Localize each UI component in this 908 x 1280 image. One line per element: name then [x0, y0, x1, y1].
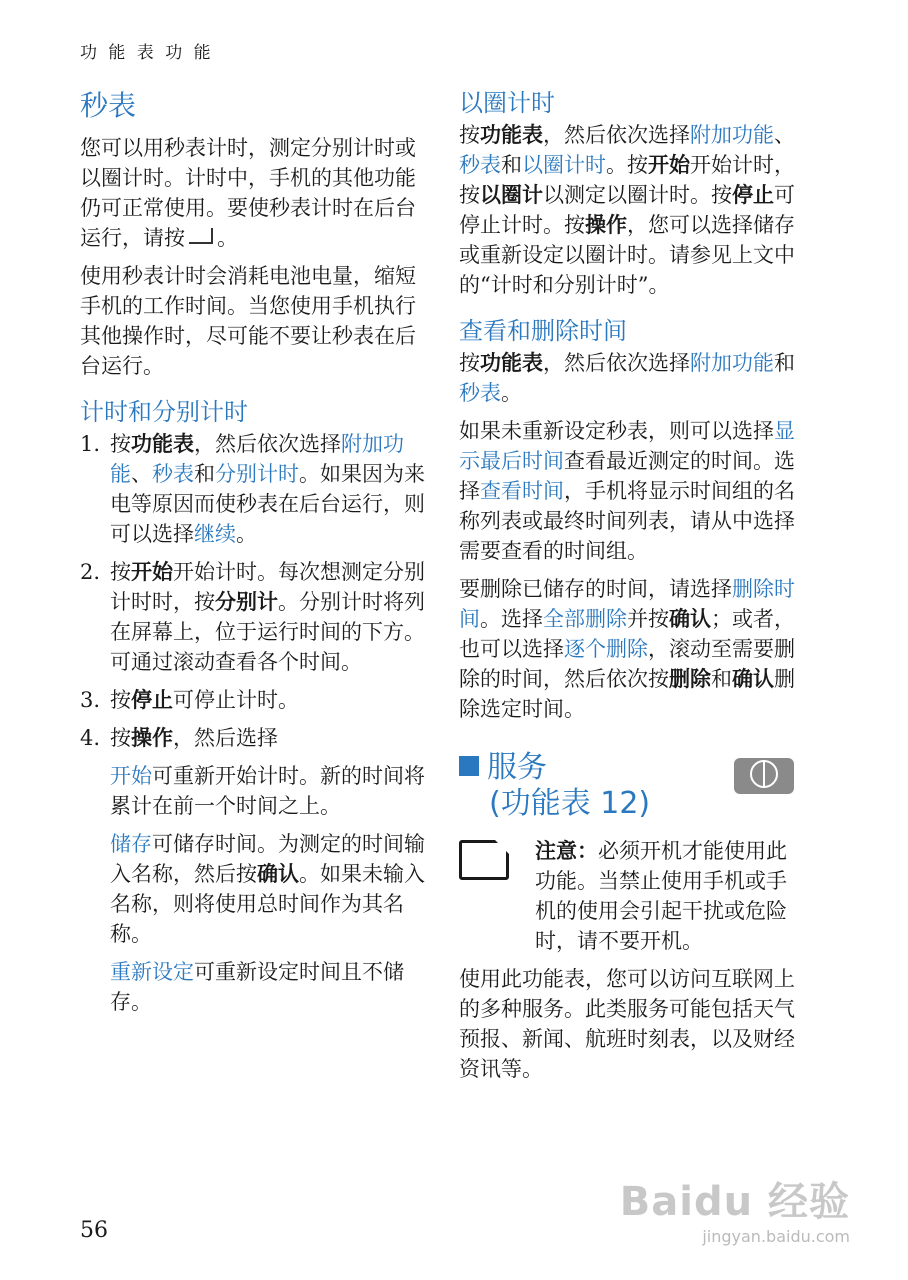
option-link: 秒表 [459, 153, 501, 177]
text: 要删除已储存的时间，请选择 [459, 577, 732, 601]
text: 如果未重新设定秒表，则可以选择 [459, 419, 774, 443]
option-link: 附加功能 [110, 432, 404, 486]
text: 和 [711, 667, 732, 691]
end-key-icon [189, 228, 213, 244]
page-number: 56 [80, 1218, 108, 1243]
sub-option-save [110, 829, 425, 949]
text: 按 [110, 560, 131, 584]
option-link: 秒表 [152, 462, 194, 486]
list-item [80, 557, 425, 677]
option-link: 重新设定 [110, 960, 194, 984]
service-heading [459, 750, 804, 826]
item-number: 3. [80, 688, 101, 712]
section-title-view-delete: 查看和删除时间 [459, 317, 627, 345]
menu-term: 确认 [732, 666, 774, 691]
text: 。如果未输入名称，则将使用总时间作为其名称。 [110, 862, 425, 946]
text: 按 [110, 688, 131, 712]
text: 您可以用秒表计时，测定分别计时或以圈计时。计时中，手机的其他功能仍可正常使用。要使秒表计时在后台运行，请按 [80, 136, 416, 250]
stopwatch-intro [80, 133, 425, 253]
watermark-url: jingyan.baidu.com [702, 1227, 850, 1246]
sub-option-start [110, 761, 425, 821]
option-link: 删除时间 [459, 577, 795, 631]
globe-icon [734, 758, 794, 794]
text: 可停止计时。按 [459, 183, 795, 237]
text: 按 [459, 123, 480, 147]
text: 可储存时间。为测定的时间输入名称，然后按 [110, 832, 425, 886]
list-item [80, 685, 425, 715]
option-link: 附加功能 [690, 123, 774, 147]
text: 以测定以圈计时。按 [543, 183, 732, 207]
menu-term: 功能表 [480, 350, 543, 375]
text: 服务 [487, 750, 547, 785]
text: ，滚动至需要删除的时间，然后依次按 [459, 637, 795, 691]
note-text [535, 836, 804, 956]
text: 和 [194, 462, 215, 486]
text: 和 [501, 153, 522, 177]
text: 。 [217, 226, 238, 250]
text: 。如果因为来电等原因而使秒表在后台运行，则可以选择 [110, 462, 425, 546]
view-paragraph-3 [459, 574, 804, 724]
text: 。 [236, 522, 257, 546]
bullet-square-icon [459, 756, 479, 776]
view-paragraph-2 [459, 416, 804, 566]
menu-term: 停止 [732, 182, 774, 207]
text: ；或者，也可以选择 [459, 607, 795, 661]
lap-paragraph [459, 120, 804, 300]
sub-option-reset [110, 957, 425, 1017]
item-number: 1. [80, 432, 101, 456]
right-column [459, 84, 804, 1092]
option-link: 储存 [110, 832, 152, 856]
text: 。 [501, 381, 522, 405]
list-item [80, 429, 425, 549]
menu-term: 开始 [131, 559, 173, 584]
stopwatch-battery-note: 使用秒表计时会消耗电池电量，缩短手机的工作时间。当您使用手机执行其他操作时，尽可能不要让秒表在后台运行。 [80, 264, 416, 378]
text: 、 [774, 123, 795, 147]
text: 按 [110, 726, 131, 750]
text: ，然后依次选择 [543, 351, 690, 375]
split-steps [80, 429, 425, 753]
service-subtitle: (功能表 12) [489, 786, 651, 821]
text: 查看最近测定的时间。选择 [459, 449, 795, 503]
service-description: 使用此功能表，您可以访问互联网上的多种服务。此类服务可能包括天气预报、新闻、航班时刻表，以及财经资讯等。 [459, 967, 795, 1081]
section-title-lap: 以圈计时 [459, 89, 555, 117]
option-link: 以圈计时 [522, 153, 606, 177]
text: 可重新开始计时。新的时间将累计在前一个时间之上。 [110, 764, 425, 818]
menu-term: 停止 [131, 687, 173, 712]
text: ，手机将显示时间组的名称列表或最终时间列表，请从中选择需要查看的时间组。 [459, 479, 795, 563]
option-link: 附加功能 [690, 351, 774, 375]
menu-term: 功能表 [480, 122, 543, 147]
left-column [80, 84, 425, 1025]
option-link: 查看时间 [480, 479, 564, 503]
note-label: 注意： [535, 838, 598, 863]
text: 。按 [606, 153, 648, 177]
menu-term: 开始 [648, 152, 690, 177]
text: 可重新设定时间且不储存。 [110, 960, 404, 1014]
menu-term: 确认 [669, 606, 711, 631]
option-link: 秒表 [459, 381, 501, 405]
text: ，然后依次选择 [194, 432, 341, 456]
menu-term: 操作 [131, 725, 173, 750]
option-link: 继续 [194, 522, 236, 546]
text: ，然后依次选择 [543, 123, 690, 147]
option-link: 全部删除 [543, 607, 627, 631]
text: 。分别计时将列在屏幕上，位于运行时间的下方。可通过滚动查看各个时间。 [110, 590, 425, 674]
text: 按 [110, 432, 131, 456]
text: ，您可以选择储存或重新设定以圈计时。请参见上文中的“计时和分别计时”。 [459, 213, 795, 297]
note-icon [459, 840, 509, 880]
option-link: 显示最后时间 [459, 419, 795, 473]
section-title-stopwatch: 秒表 [80, 89, 137, 122]
option-link: 开始 [110, 764, 152, 788]
option-link: 分别计时 [215, 462, 299, 486]
text: 可停止计时。 [173, 688, 299, 712]
text: 删除选定时间。 [459, 667, 795, 721]
text: ，然后选择 [173, 726, 278, 750]
item-number: 2. [80, 560, 101, 584]
text: 按 [459, 351, 480, 375]
text: 。选择 [480, 607, 543, 631]
text: 开始计时，按 [459, 153, 795, 207]
list-item [80, 723, 425, 753]
menu-term: 以圈计 [480, 182, 543, 207]
note-box [459, 836, 804, 956]
text: 开始计时。每次想测定分别计时时，按 [110, 560, 425, 614]
view-paragraph-1 [459, 348, 804, 408]
menu-term: 操作 [585, 212, 627, 237]
watermark-logo [620, 1170, 850, 1246]
text: 和 [774, 351, 795, 375]
text: 必须开机才能使用此功能。当禁止使用手机或手机的使用会引起干扰或危险时，请不要开机。 [535, 839, 787, 953]
text: 、 [131, 462, 152, 486]
text: 并按 [627, 607, 669, 631]
item-number: 4. [80, 726, 101, 750]
menu-term: 删除 [669, 666, 711, 691]
option-link: 逐个删除 [564, 637, 648, 661]
watermark-brand: Baidu 经验 [619, 1179, 850, 1225]
menu-term: 功能表 [131, 431, 194, 456]
section-title-split: 计时和分别计时 [80, 398, 248, 426]
menu-term: 分别计 [215, 589, 278, 614]
menu-term: 确认 [257, 861, 299, 886]
running-header: 功 能 表 功 能 [80, 43, 214, 63]
